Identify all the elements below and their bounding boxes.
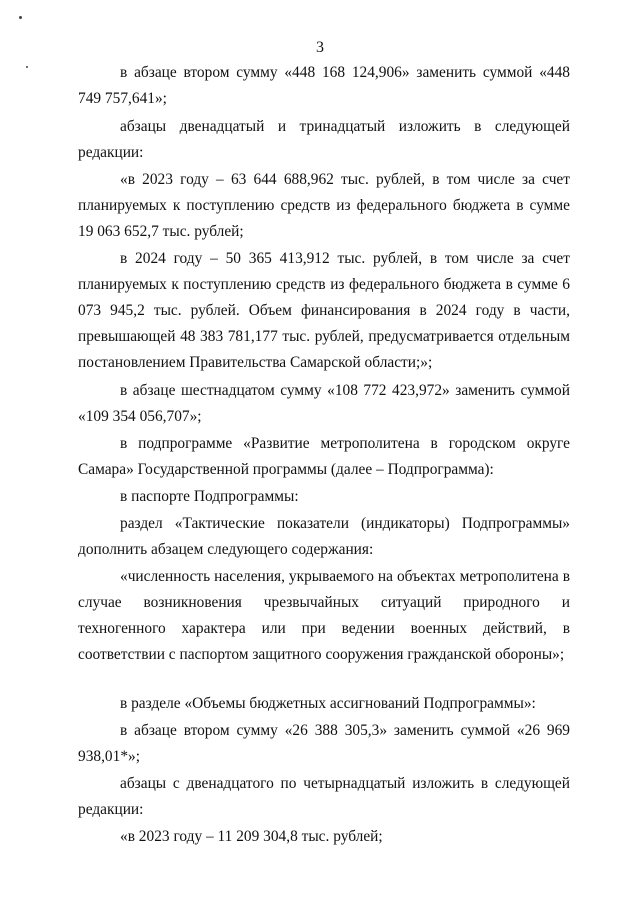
paragraph-abzac-vtorom: в абзаце втором сумму «448 168 124,906» заменить суммой «448 749 757,641»; <box>78 64 570 107</box>
paragraph-2023-year-subprogram: «в 2023 году – 11 209 304,8 тыс. рублей; <box>120 828 383 845</box>
page-number: 3 <box>316 39 324 56</box>
paragraph-population-shelter: «численность населения, укрываемого на объектах метрополитена в случае возникновения чрезвычайных ситуаций природного и техногенного характера или при ведении военных действий, в соответствии с паспортом защитного сооружения гражданской обороны»; <box>78 568 570 663</box>
paragraph-budget-section: в разделе «Объемы бюджетных ассигнований Подпрограммы»: <box>120 695 536 712</box>
paragraph-passport: в паспорте Подпрограммы: <box>120 488 299 505</box>
paragraph-2024-year: в 2024 году – 50 365 413,912 тыс. рублей, в том числе за счет планируемых к поступлению средств из федерального бюджета в сумме 6 073 945,2 тыс. рублей. Объем финансирования в 2024 году в части, превышающей 48 383 781,177 тыс. рублей, предусматривается отдельным постановлением Правительства Самарской области;»; <box>78 250 570 371</box>
paragraph-tactical-indicators: раздел «Тактические показатели (индикаторы) Подпрограммы» дополнить абзацем следующего содержания: <box>78 515 570 558</box>
scan-artifact-dot <box>19 16 22 19</box>
paragraph-abzac-16: в абзаце шестнадцатом сумму «108 772 423,972» заменить суммой «109 354 056,707»; <box>78 382 570 425</box>
paragraph-abzac-vtorom-sum: в абзаце втором сумму «26 388 305,3» заменить суммой «26 969 938,01*»; <box>78 722 570 765</box>
paragraph-subprogram-metro: в подпрограмме «Развитие метрополитена в городском округе Самара» Государственной программы (далее – Подпрограмма): <box>78 435 570 478</box>
scan-artifact-dot <box>26 66 28 68</box>
paragraph-abzacy-12-14: абзацы с двенадцатого по четырнадцатый изложить в следующей редакции: <box>78 775 570 818</box>
paragraph-2023-year: «в 2023 году – 63 644 688,962 тыс. рублей, в том числе за счет планируемых к поступлению средств из федерального бюджета в сумме 19 063 652,7 тыс. рублей; <box>78 171 570 240</box>
paragraph-abzacy-12-13: абзацы двенадцатый и тринадцатый изложить в следующей редакции: <box>78 118 570 161</box>
